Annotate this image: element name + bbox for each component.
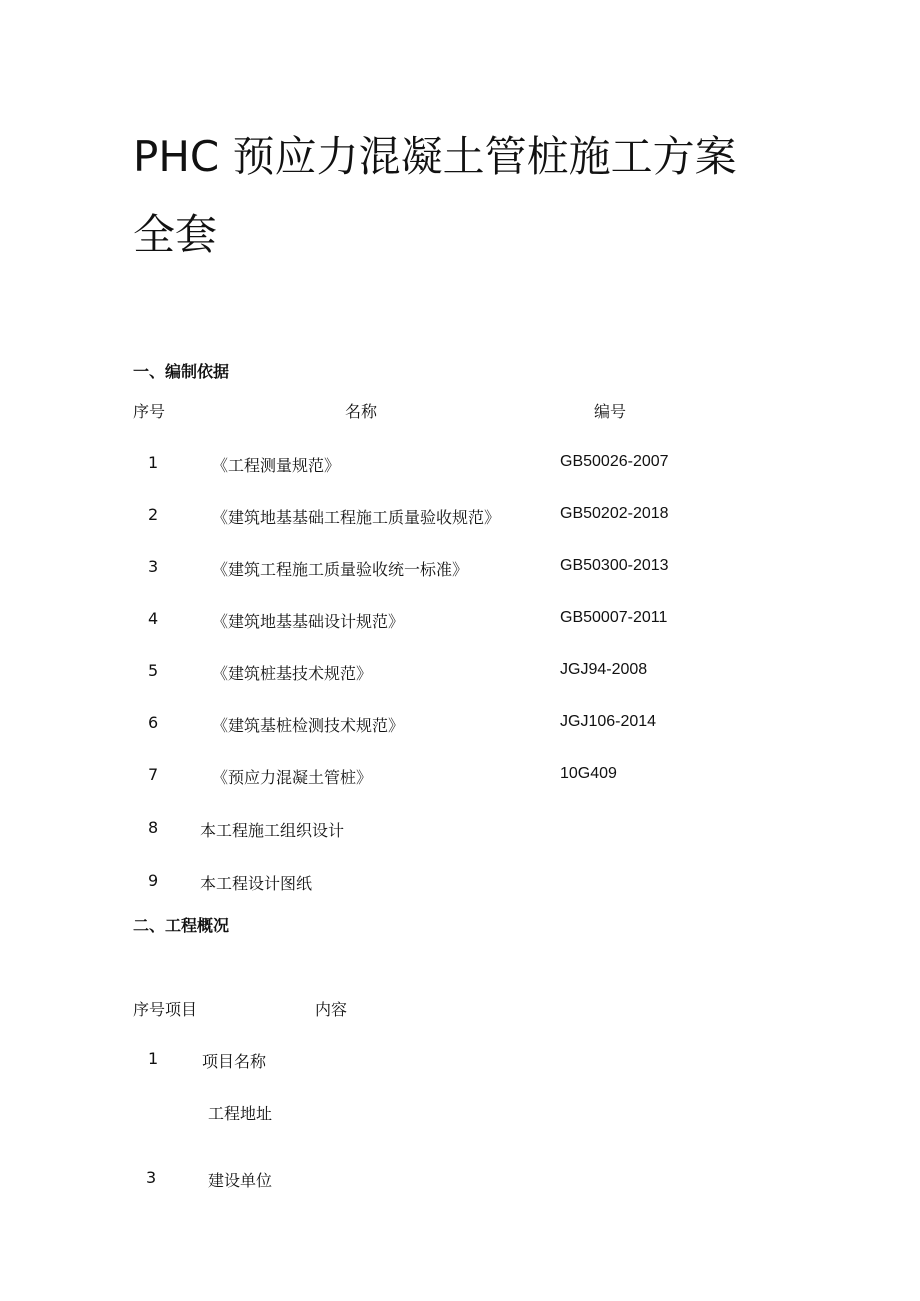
table-row-code: GB50026-2007 bbox=[560, 453, 669, 470]
table-row-item: 工程地址 bbox=[208, 1104, 273, 1123]
table-row-no: 3 bbox=[148, 557, 159, 576]
table-row-no: 5 bbox=[148, 661, 159, 680]
table-row-item: 项目名称 bbox=[202, 1052, 267, 1071]
document-title-line2: 全套 bbox=[133, 210, 218, 259]
table-row-no: 7 bbox=[148, 765, 159, 784]
section-heading-basis: 一、编制依据 bbox=[133, 362, 230, 381]
table-row-no: 1 bbox=[148, 453, 159, 472]
table-row-name: 《建筑基桩检测技术规范》 bbox=[212, 716, 405, 735]
table-row-no: 6 bbox=[148, 713, 159, 732]
document-title-line1: PHC 预应力混凝土管桩施工方案 bbox=[133, 132, 737, 181]
table-row-no: 2 bbox=[148, 505, 159, 524]
table-row-name: 《建筑地基基础设计规范》 bbox=[212, 612, 405, 631]
table-row-name: 本工程设计图纸 bbox=[200, 874, 313, 893]
table-row-code: GB50007-2011 bbox=[560, 609, 668, 626]
table-row-name: 本工程施工组织设计 bbox=[200, 821, 345, 840]
basis-header-name: 名称 bbox=[345, 402, 378, 421]
table-row-name: 《建筑工程施工质量验收统一标准》 bbox=[212, 560, 469, 579]
table-row-code: GB50300-2013 bbox=[560, 557, 669, 574]
table-row-item: 建设单位 bbox=[208, 1171, 273, 1190]
overview-header-content: 内容 bbox=[315, 1000, 348, 1019]
table-row-name: 《预应力混凝土管桩》 bbox=[212, 768, 373, 787]
table-row-no: 4 bbox=[148, 609, 159, 628]
table-row-code: JGJ106-2014 bbox=[560, 713, 657, 730]
table-row-name: 《工程测量规范》 bbox=[212, 456, 341, 475]
table-row-code: 10G409 bbox=[560, 765, 617, 782]
table-row-no: 9 bbox=[148, 871, 159, 890]
table-row-no: 1 bbox=[148, 1049, 159, 1068]
section-heading-overview: 二、工程概况 bbox=[133, 916, 230, 935]
table-row-no: 3 bbox=[146, 1168, 157, 1187]
table-row-code: JGJ94-2008 bbox=[560, 661, 648, 678]
basis-header-code: 编号 bbox=[594, 402, 627, 421]
basis-header-no: 序号 bbox=[133, 402, 166, 421]
overview-header-no-item: 序号项目 bbox=[133, 1000, 198, 1019]
table-row-no: 8 bbox=[148, 818, 159, 837]
table-row-code: GB50202-2018 bbox=[560, 505, 669, 522]
table-row-name: 《建筑地基基础工程施工质量验收规范》 bbox=[212, 508, 501, 527]
table-row-name: 《建筑桩基技术规范》 bbox=[212, 664, 373, 683]
